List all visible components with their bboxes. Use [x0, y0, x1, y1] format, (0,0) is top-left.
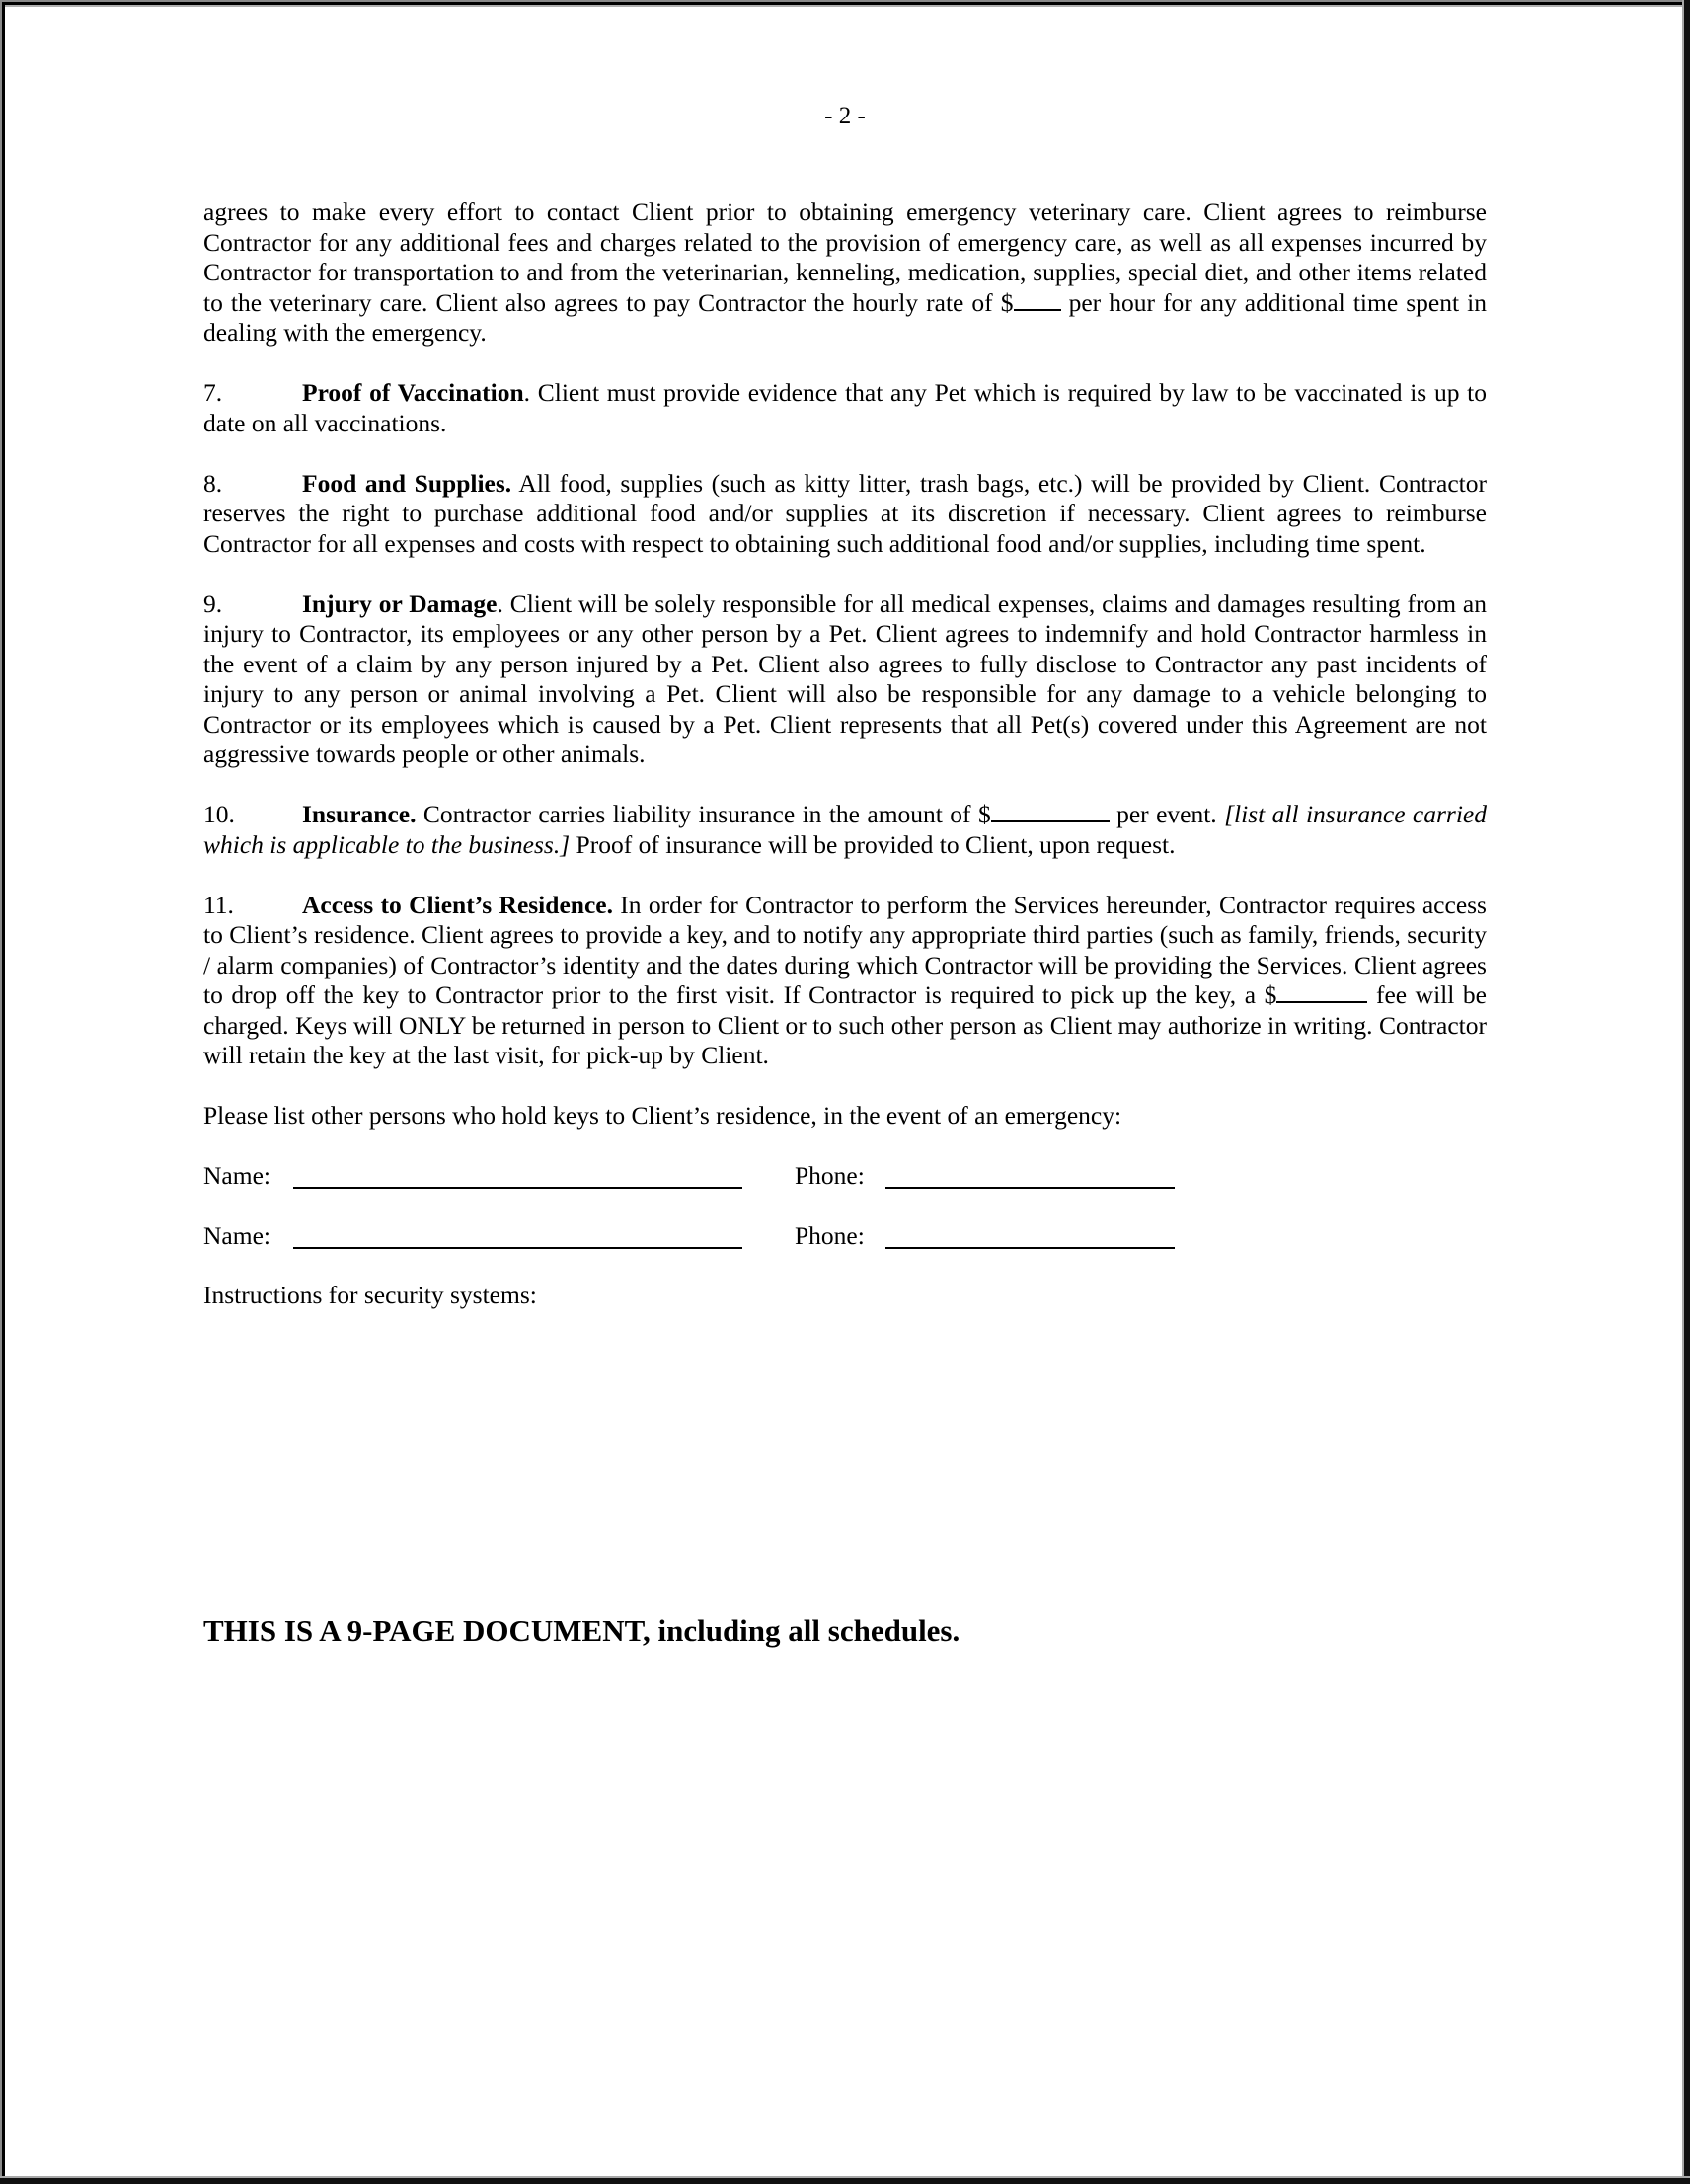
section-body-cont: fee will be charged. Keys will ONLY be returned in person to Client or to such other person as Client may authorize in writing. Contractor will retain the key at the last visit, for pick-up by Client. [203, 980, 1487, 1069]
section-number: 8. [203, 468, 223, 498]
intro-text-1: agrees to make every effort to contact Client prior to obtaining emergency veterinary care. Client agrees to reimburse Contractor for any additional fees and charges related to the provision of emergency care, as well as all expenses incurred by Contractor for transportation to and from the veterinarian, kenneling, medication, supplies, special diet, and other items related to the veterinary care. Client also agrees to pay Contractor the hourly rate of $ [203, 197, 1487, 317]
phone-label: Phone: [795, 1220, 865, 1250]
name-field-2[interactable] [293, 1247, 742, 1249]
key-holder-row-1 [203, 1161, 1487, 1191]
name-label: Name: [203, 1220, 270, 1250]
section-heading: Access to Client’s Residence. [302, 890, 613, 919]
section-heading-suffix: . [523, 378, 531, 407]
section-8-food-and-supplies [203, 469, 1487, 560]
section-heading: Insurance. [302, 800, 417, 828]
section-number: 11. [203, 890, 234, 919]
frame-border-top-inner [0, 5, 1690, 7]
section-body-end: Proof of insurance will be provided to Client, upon request. [570, 829, 1176, 859]
page-count-notice: THIS IS A 9-PAGE DOCUMENT, including all schedules. [203, 1613, 960, 1648]
section-heading-suffix: . [497, 588, 503, 618]
section-11-access-to-residence [203, 891, 1487, 1071]
frame-border-bottom [0, 2176, 1690, 2184]
insurance-amount-blank[interactable] [991, 801, 1110, 822]
security-instructions-label: Instructions for security systems: [203, 1281, 537, 1309]
section-number: 10. [203, 800, 235, 828]
phone-label: Phone: [795, 1161, 865, 1190]
section-9-injury-or-damage [203, 589, 1487, 770]
section-body-cont: per event. [1109, 800, 1225, 828]
intro-text-2: per hour for any additional time spent in dealing with the emergency. [203, 287, 1488, 347]
intro-paragraph [203, 197, 1487, 349]
section-body: Contractor carries liability insurance in the amount of $ [416, 800, 991, 828]
section-body: Client must provide evidence that any Pet which is required by law to be vaccinated is up to date on all vaccinations. [203, 378, 1488, 437]
key-pickup-fee-blank[interactable] [1276, 981, 1367, 1003]
section-heading: Proof of Vaccination [302, 378, 524, 407]
page-number: - 2 - [824, 103, 866, 129]
section-body: All food, supplies (such as kitty litter, trash bags, etc.) will be provided by Client. Contractor reserves the right to purchase additional food and/or supplies at its discretion if necessary. Client agrees to reimburse Contractor for all expenses and costs with respect to obtaining such additional food and/or supplies, including time spent. [203, 468, 1487, 558]
hourly-rate-blank[interactable] [1014, 289, 1061, 311]
frame-border-left [2, 2, 5, 2184]
section-body: In order for Contractor to perform the Services hereunder, Contractor requires access to Client’s residence. Client agrees to provide a key, and to notify any appropriate third parties (such as family, friends, security / alarm companies) of Contractor’s identity and the dates during which Contractor will be providing the Services. Client agrees to drop off the key to Contractor prior to the first visit. If Contractor is required to pick up the key, a $ [203, 890, 1487, 1009]
insurance-italic-note: [list all insurance carried which is applicable to the business.] [203, 800, 1488, 859]
frame-border-right [1682, 0, 1690, 2184]
section-number: 9. [203, 588, 223, 618]
section-number: 7. [203, 378, 223, 407]
phone-field-1[interactable] [885, 1187, 1175, 1189]
section-heading: Injury or Damage [302, 588, 498, 618]
key-holder-row-2 [203, 1221, 1487, 1251]
name-field-1[interactable] [293, 1187, 742, 1189]
phone-field-2[interactable] [885, 1247, 1175, 1249]
section-body: Client will be solely responsible for all medical expenses, claims and damages resulting from an injury to Contractor, its employees or any other person by a Pet. Client agrees to indemnify and hold Contractor harmless in the event of a claim by any person injured by a Pet. Client also agrees to fully disclose to Contractor any past incidents of injury to any person or animal involving a Pet. Client will also be responsible for any damage to a vehicle belonging to Contractor or its employees which is caused by a Pet. Client represents that all Pet(s) covered under this Agreement are not aggressive towards people or other animals. [203, 588, 1487, 768]
section-heading: Food and Supplies. [302, 468, 512, 498]
section-10-insurance [203, 800, 1487, 860]
name-label: Name: [203, 1161, 270, 1190]
document-body [203, 197, 1487, 1341]
key-holders-prompt: Please list other persons who hold keys to Client’s residence, in the event of an emergency: [203, 1101, 1122, 1130]
section-7-proof-of-vaccination [203, 378, 1487, 438]
